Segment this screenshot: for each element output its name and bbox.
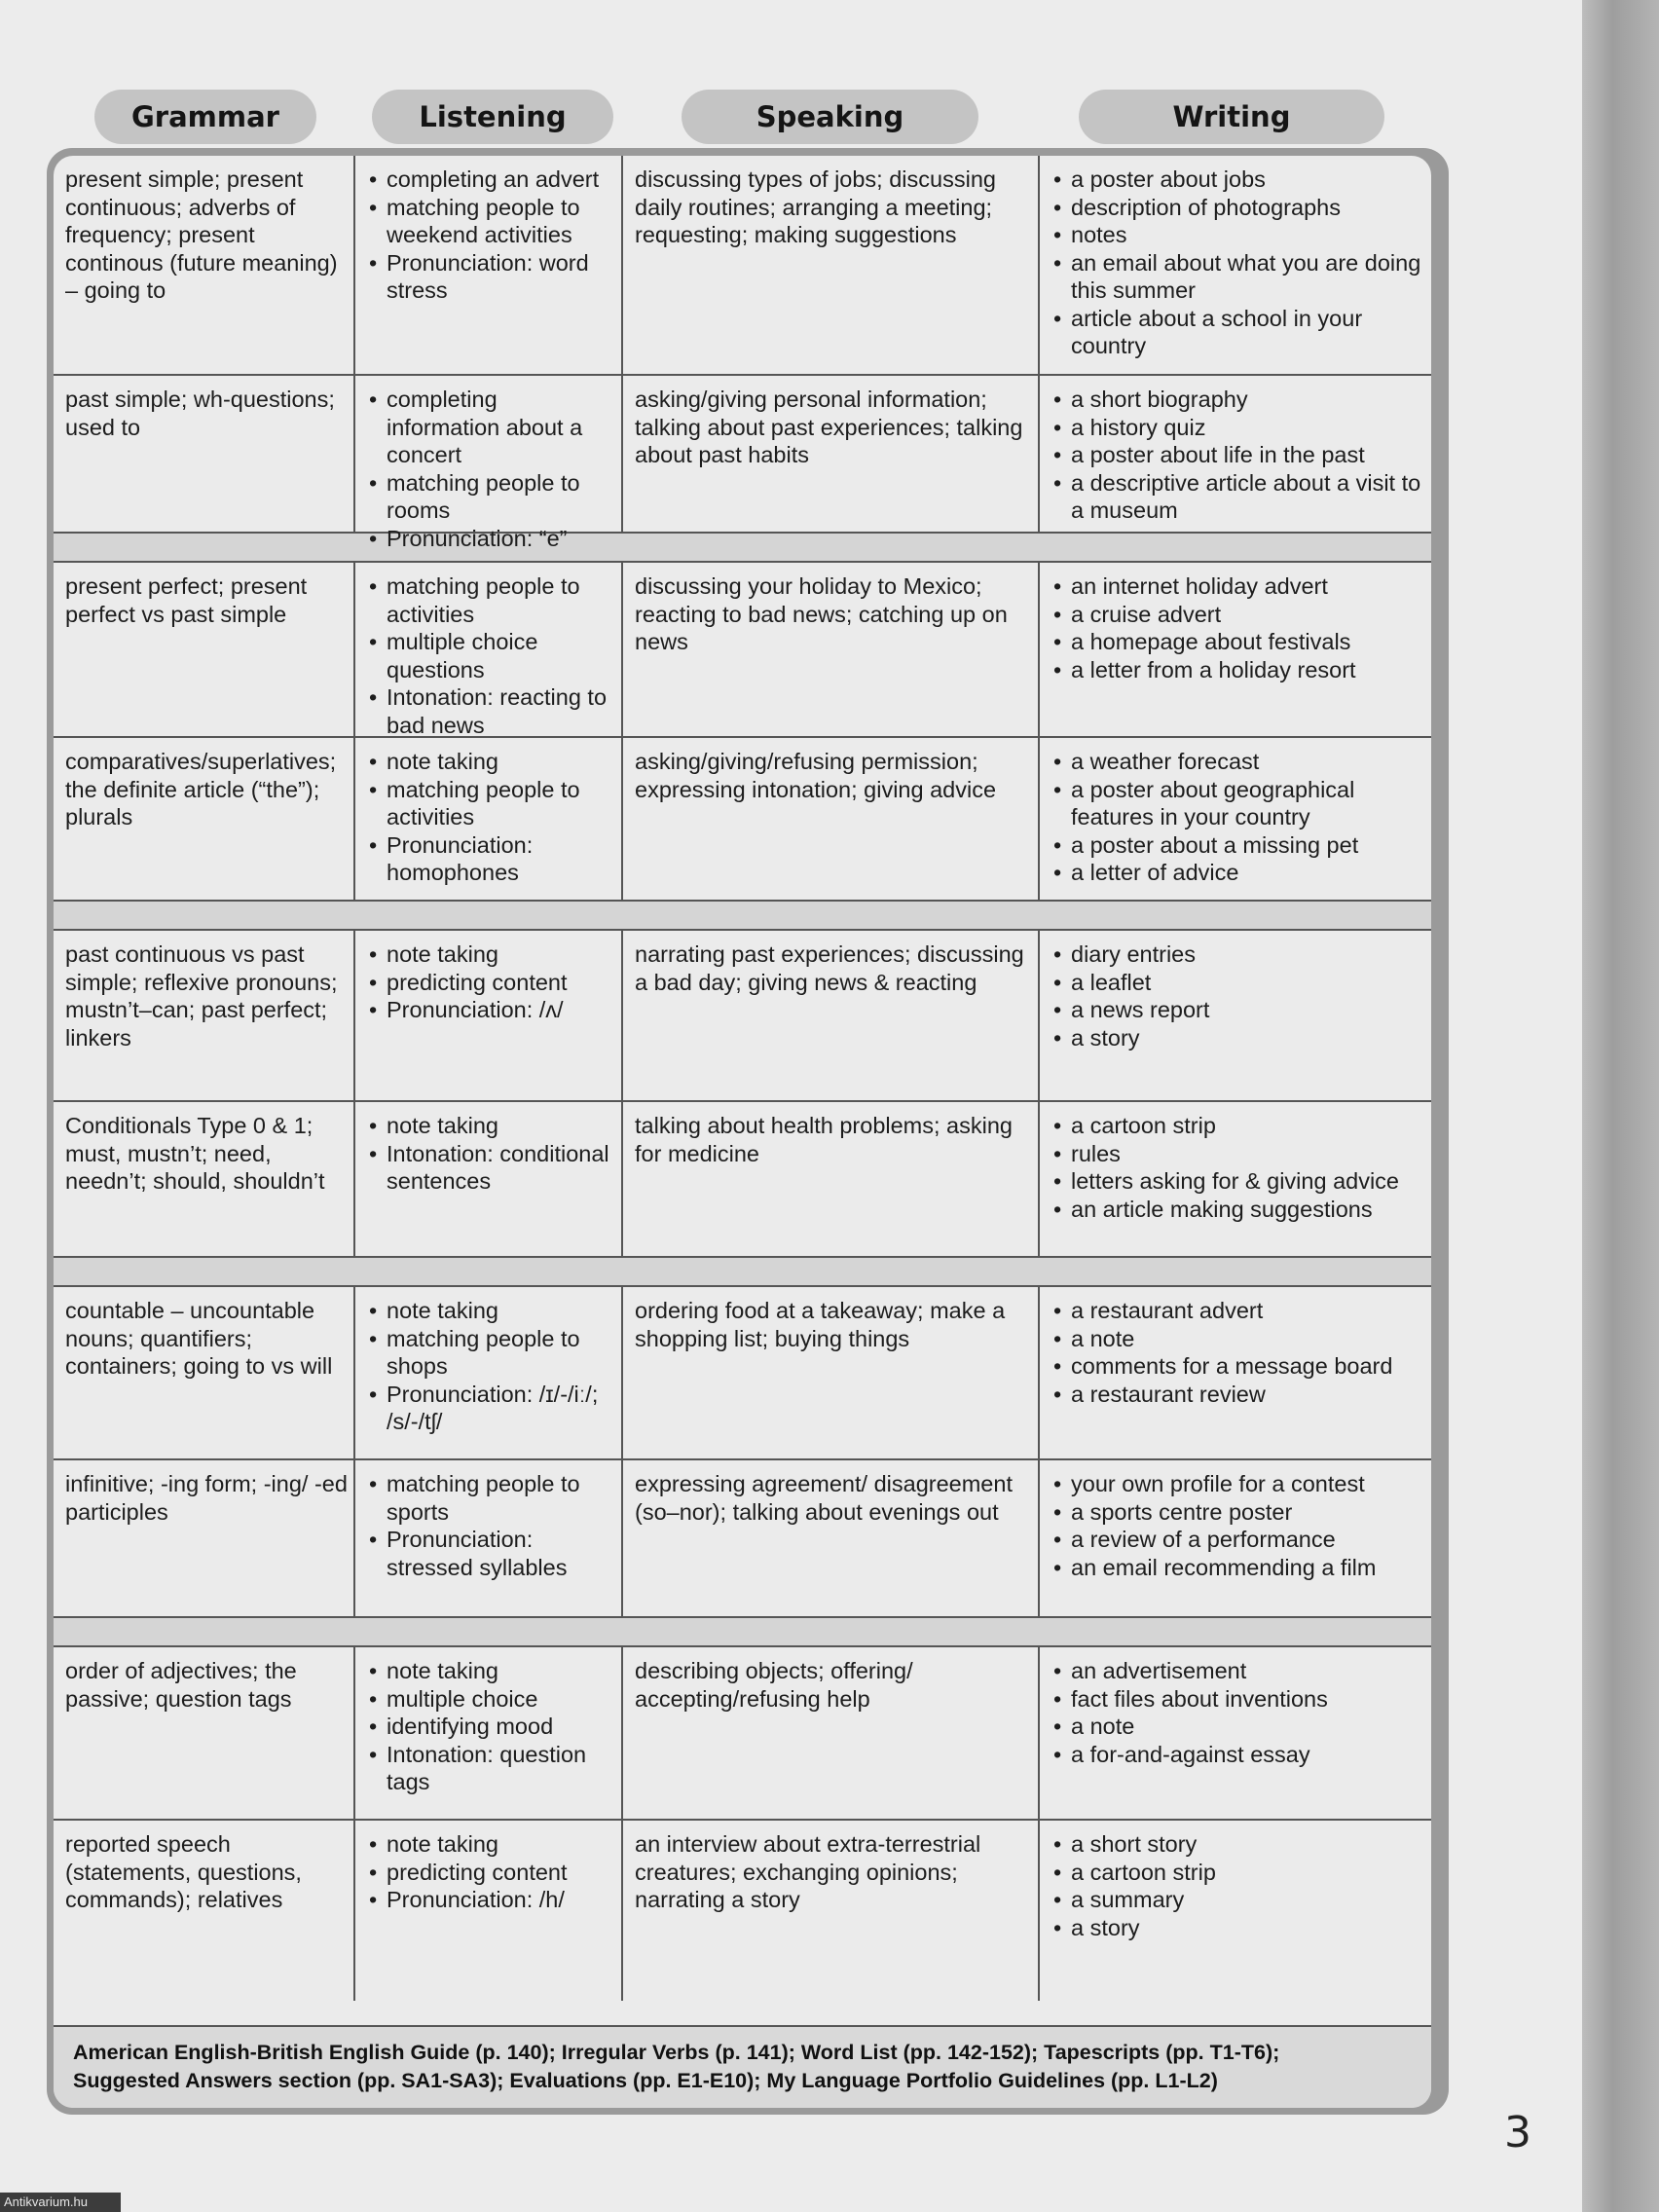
listening-item: • multiple choice	[367, 1685, 615, 1714]
row-separator-band	[54, 1618, 1431, 1647]
contents-table	[54, 156, 1431, 2108]
writing-item: • a short biography	[1051, 386, 1425, 414]
writing-item: • a weather forecast	[1051, 748, 1425, 776]
speaking-text: asking/giving personal information; talking about past experiences; talking about past habits	[635, 387, 1023, 467]
writing-item: • letters asking for & giving advice	[1051, 1167, 1425, 1196]
cell-writing	[1040, 738, 1431, 902]
writing-item: • a cruise advert	[1051, 601, 1425, 629]
writing-item: • a summary	[1051, 1886, 1425, 1914]
cell-grammar	[54, 156, 355, 376]
listening-item: • matching people to activities	[367, 776, 615, 831]
writing-item: • an article making suggestions	[1051, 1196, 1425, 1224]
cell-speaking	[623, 563, 1040, 738]
listening-item: • multiple choice questions	[367, 628, 615, 683]
table-grid	[54, 156, 1431, 2025]
writing-item: • a cartoon strip	[1051, 1112, 1425, 1140]
cell-writing	[1040, 1821, 1431, 2001]
grammar-text: Conditionals Type 0 & 1; must, mustn’t; need, needn’t; should, shouldn’t	[65, 1113, 325, 1194]
cell-writing	[1040, 931, 1431, 1102]
header-grammar: Grammar	[94, 90, 316, 144]
book-spine	[1582, 0, 1659, 2212]
listening-item: • completing information about a concert	[367, 386, 615, 469]
writing-item: • a leaflet	[1051, 969, 1425, 997]
listening-item: • Pronunciation: /ʌ/	[367, 996, 615, 1024]
listening-item: • predicting content	[367, 969, 615, 997]
writing-item: • a news report	[1051, 996, 1425, 1024]
writing-item: • a for-and-against essay	[1051, 1741, 1425, 1769]
writing-item: • fact files about inventions	[1051, 1685, 1425, 1714]
writing-item: • diary entries	[1051, 940, 1425, 969]
writing-item: • a restaurant review	[1051, 1381, 1425, 1409]
cell-speaking	[623, 1647, 1040, 1821]
writing-item: • an internet holiday advert	[1051, 572, 1425, 601]
cell-listening	[355, 1287, 623, 1460]
listening-item: • note taking	[367, 1297, 615, 1325]
cell-listening	[355, 1102, 623, 1258]
listening-item: • Pronunciation: “e”	[367, 525, 615, 553]
writing-list	[1051, 572, 1425, 683]
writing-item: • a review of a performance	[1051, 1526, 1425, 1554]
header-listening: Listening	[372, 90, 613, 144]
speaking-text: expressing agreement/ disagreement (so–nor); talking about evenings out	[635, 1471, 1013, 1525]
listening-item: • matching people to sports	[367, 1470, 615, 1526]
writing-list	[1051, 386, 1425, 525]
writing-list	[1051, 1830, 1425, 1941]
listening-item: • note taking	[367, 940, 615, 969]
writing-item: • an email about what you are doing this summer	[1051, 249, 1425, 305]
listening-list	[367, 1830, 615, 1914]
listening-item: • note taking	[367, 1112, 615, 1140]
cell-listening	[355, 1821, 623, 2001]
cell-listening	[355, 1647, 623, 1821]
speaking-text: narrating past experiences; discussing a bad day; giving news & reacting	[635, 941, 1024, 995]
writing-list	[1051, 1297, 1425, 1408]
writing-item: • a poster about life in the past	[1051, 441, 1425, 469]
writing-item: • a letter of advice	[1051, 859, 1425, 887]
cell-speaking	[623, 376, 1040, 534]
listening-item: • identifying mood	[367, 1713, 615, 1741]
cell-grammar	[54, 1821, 355, 2001]
writing-item: • a story	[1051, 1914, 1425, 1942]
speaking-text: ordering food at a takeaway; make a shopping list; buying things	[635, 1298, 1006, 1351]
cell-listening	[355, 563, 623, 738]
writing-item: • a poster about a missing pet	[1051, 831, 1425, 860]
cell-speaking	[623, 1287, 1040, 1460]
writing-item: • a homepage about festivals	[1051, 628, 1425, 656]
listening-item: • Pronunciation: /ɪ/-/iː/; /s/-/tʃ/	[367, 1381, 615, 1436]
grammar-text: present simple; present continuous; adverbs of frequency; present continous (future meaning) – going to	[65, 166, 338, 303]
cell-writing	[1040, 1287, 1431, 1460]
cell-writing	[1040, 156, 1431, 376]
cell-grammar	[54, 1102, 355, 1258]
writing-list	[1051, 1657, 1425, 1768]
writing-item: • your own profile for a contest	[1051, 1470, 1425, 1498]
cell-speaking	[623, 156, 1040, 376]
listening-list	[367, 940, 615, 1024]
listening-item: • Pronunciation: /h/	[367, 1886, 615, 1914]
listening-item: • note taking	[367, 1830, 615, 1859]
listening-item: • note taking	[367, 748, 615, 776]
listening-item: • matching people to activities	[367, 572, 615, 628]
cell-writing	[1040, 1460, 1431, 1618]
row-separator-band	[54, 534, 1431, 563]
cell-listening	[355, 931, 623, 1102]
grammar-text: infinitive; -ing form; -ing/ -ed participles	[65, 1471, 348, 1525]
writing-item: • an email recommending a film	[1051, 1554, 1425, 1582]
header-speaking: Speaking	[682, 90, 978, 144]
listening-list	[367, 748, 615, 887]
cell-grammar	[54, 1460, 355, 1618]
listening-item: • matching people to shops	[367, 1325, 615, 1381]
grammar-text: present perfect; present perfect vs past simple	[65, 573, 308, 627]
cell-speaking	[623, 1102, 1040, 1258]
listening-item: • Intonation: conditional sentences	[367, 1140, 615, 1196]
writing-list	[1051, 1112, 1425, 1223]
writing-list	[1051, 940, 1425, 1051]
listening-item: • completing an advert	[367, 166, 615, 194]
cell-writing	[1040, 1102, 1431, 1258]
cell-listening	[355, 376, 623, 551]
writing-item: • article about a school in your country	[1051, 305, 1425, 360]
listening-list	[367, 1657, 615, 1796]
listening-list	[367, 386, 615, 552]
cell-speaking	[623, 1460, 1040, 1618]
listening-list	[367, 1297, 615, 1436]
writing-item: • a sports centre poster	[1051, 1498, 1425, 1527]
listening-item: • matching people to rooms	[367, 469, 615, 525]
listening-item: • Pronunciation: homophones	[367, 831, 615, 887]
cell-grammar	[54, 1647, 355, 1821]
cell-grammar	[54, 931, 355, 1102]
watermark: Antikvarium.hu	[0, 2193, 121, 2212]
listening-item: • Pronunciation: stressed syllables	[367, 1526, 615, 1581]
listening-item: • matching people to weekend activities	[367, 194, 615, 249]
writing-item: • a cartoon strip	[1051, 1859, 1425, 1887]
grammar-text: order of adjectives; the passive; question tags	[65, 1658, 297, 1712]
grammar-text: countable – uncountable nouns; quantifiers; containers; going to vs will	[65, 1298, 333, 1379]
footer-line-1: American English-British English Guide (p. 140); Irregular Verbs (p. 141); Word List (pp. 142-152); Tapescripts (pp. T1-T6);	[73, 2041, 1280, 2064]
writing-item: • a descriptive article about a visit to a museum	[1051, 469, 1425, 525]
writing-item: • a poster about jobs	[1051, 166, 1425, 194]
writing-item: • a poster about geographical features in your country	[1051, 776, 1425, 831]
speaking-text: an interview about extra-terrestrial creatures; exchanging opinions; narrating a story	[635, 1831, 981, 1912]
writing-item: • description of photographs	[1051, 194, 1425, 222]
writing-item: • notes	[1051, 221, 1425, 249]
writing-item: • a letter from a holiday resort	[1051, 656, 1425, 684]
listening-item: • predicting content	[367, 1859, 615, 1887]
grammar-text: past continuous vs past simple; reflexive pronouns; mustn’t–can; past perfect; linkers	[65, 941, 338, 1051]
listening-item: • Pronunciation: word stress	[367, 249, 615, 305]
writing-item: • an advertisement	[1051, 1657, 1425, 1685]
listening-list	[367, 1112, 615, 1196]
grammar-text: comparatives/superlatives; the definite article (“the”); plurals	[65, 749, 337, 830]
speaking-text: talking about health problems; asking for medicine	[635, 1113, 1013, 1166]
writing-list	[1051, 1470, 1425, 1581]
page-number: 3	[1504, 2108, 1531, 2157]
cell-listening	[355, 738, 623, 902]
writing-item: • comments for a message board	[1051, 1352, 1425, 1381]
header-writing: Writing	[1079, 90, 1384, 144]
footer-line-2: Suggested Answers section (pp. SA1-SA3); Evaluations (pp. E1-E10); My Language Portfolio Guidelines (pp. L1-L2)	[73, 2069, 1218, 2092]
listening-item: • note taking	[367, 1657, 615, 1685]
speaking-text: describing objects; offering/ accepting/refusing help	[635, 1658, 913, 1712]
writing-item: • a note	[1051, 1713, 1425, 1741]
writing-item: • a history quiz	[1051, 414, 1425, 442]
listening-item: • Intonation: question tags	[367, 1741, 615, 1796]
writing-item: • rules	[1051, 1140, 1425, 1168]
writing-list	[1051, 166, 1425, 360]
footer-note	[54, 2025, 1431, 2108]
speaking-text: asking/giving/refusing permission; expressing intonation; giving advice	[635, 749, 997, 802]
speaking-text: discussing types of jobs; discussing daily routines; arranging a meeting; requesting; making suggestions	[635, 166, 996, 247]
writing-list	[1051, 748, 1425, 887]
row-separator-band	[54, 1258, 1431, 1287]
cell-speaking	[623, 931, 1040, 1102]
writing-item: • a restaurant advert	[1051, 1297, 1425, 1325]
writing-item: • a story	[1051, 1024, 1425, 1052]
listening-item: • Intonation: reacting to bad news	[367, 683, 615, 739]
cell-speaking	[623, 738, 1040, 902]
cell-listening	[355, 1460, 623, 1618]
grammar-text: reported speech (statements, questions, commands); relatives	[65, 1831, 302, 1912]
cell-grammar	[54, 1287, 355, 1460]
cell-grammar	[54, 563, 355, 738]
cell-writing	[1040, 563, 1431, 738]
cell-writing	[1040, 1647, 1431, 1821]
cell-speaking	[623, 1821, 1040, 2001]
cell-writing	[1040, 376, 1431, 534]
cell-listening	[355, 156, 623, 376]
listening-list	[367, 572, 615, 739]
speaking-text: discussing your holiday to Mexico; reacting to bad news; catching up on news	[635, 573, 1008, 654]
cell-grammar	[54, 376, 355, 534]
listening-list	[367, 166, 615, 305]
listening-list	[367, 1470, 615, 1581]
row-separator-band	[54, 902, 1431, 931]
grammar-text: past simple; wh-questions; used to	[65, 387, 335, 440]
writing-item: • a short story	[1051, 1830, 1425, 1859]
cell-grammar	[54, 738, 355, 902]
writing-item: • a note	[1051, 1325, 1425, 1353]
